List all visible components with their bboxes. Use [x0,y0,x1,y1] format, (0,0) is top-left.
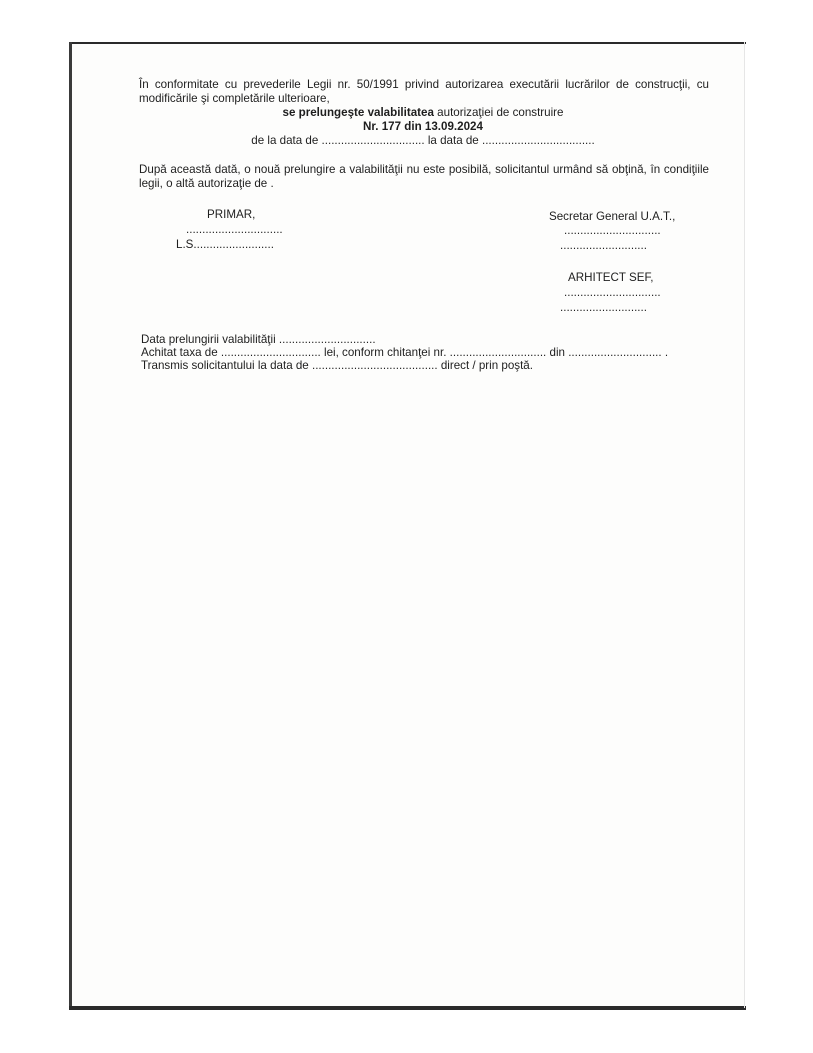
extension-heading-bold: se prelungeşte valabilitatea [282,106,434,119]
mayor-title: PRIMAR, [207,208,256,221]
secretary-title: Secretar General U.A.T., [549,210,676,223]
scan-edge-right [744,42,745,1008]
notice-line-2: legii, o altă autorizaţie de . [139,177,274,190]
transmission-line: Transmis solicitantului la data de ....................................... direct / prin poştă. [141,359,533,372]
secretary-signature-line: .............................. [564,224,661,237]
intro-line-2: modificările şi completările ulterioare, [139,92,330,105]
extension-date-line: Data prelungirii valabilităţii .............................. [141,333,376,346]
seal-line: L.S......................... [176,238,274,251]
notice-line-1: După această dată, o nouă prelungire a valabilităţii nu este posibilă, solicitantul urmând să obţină, în condiţiile [139,163,709,176]
validity-period: de la data de ................................ la data de ................................... [251,134,595,147]
secretary-name-line: ........................... [560,239,647,252]
mayor-signature-line: .............................. [186,223,283,236]
permit-number: Nr. 177 din 13.09.2024 [363,120,483,133]
intro-line-1: În conformitate cu prevederile Legii nr. 50/1991 privind autorizarea executării lucrărilor de construcţii, cu [139,78,709,91]
extension-heading-normal: autorizaţiei de construire [433,106,564,119]
architect-title: ARHITECT SEF, [568,271,654,284]
scan-edge-bottom [69,1006,746,1010]
architect-signature-line: .............................. [564,286,661,299]
extension-heading [200,106,646,120]
architect-name-line: ........................... [560,301,647,314]
fee-paid-line: Achitat taxa de ............................... lei, conform chitanţei nr. .............................. din ............................. . [141,346,669,359]
